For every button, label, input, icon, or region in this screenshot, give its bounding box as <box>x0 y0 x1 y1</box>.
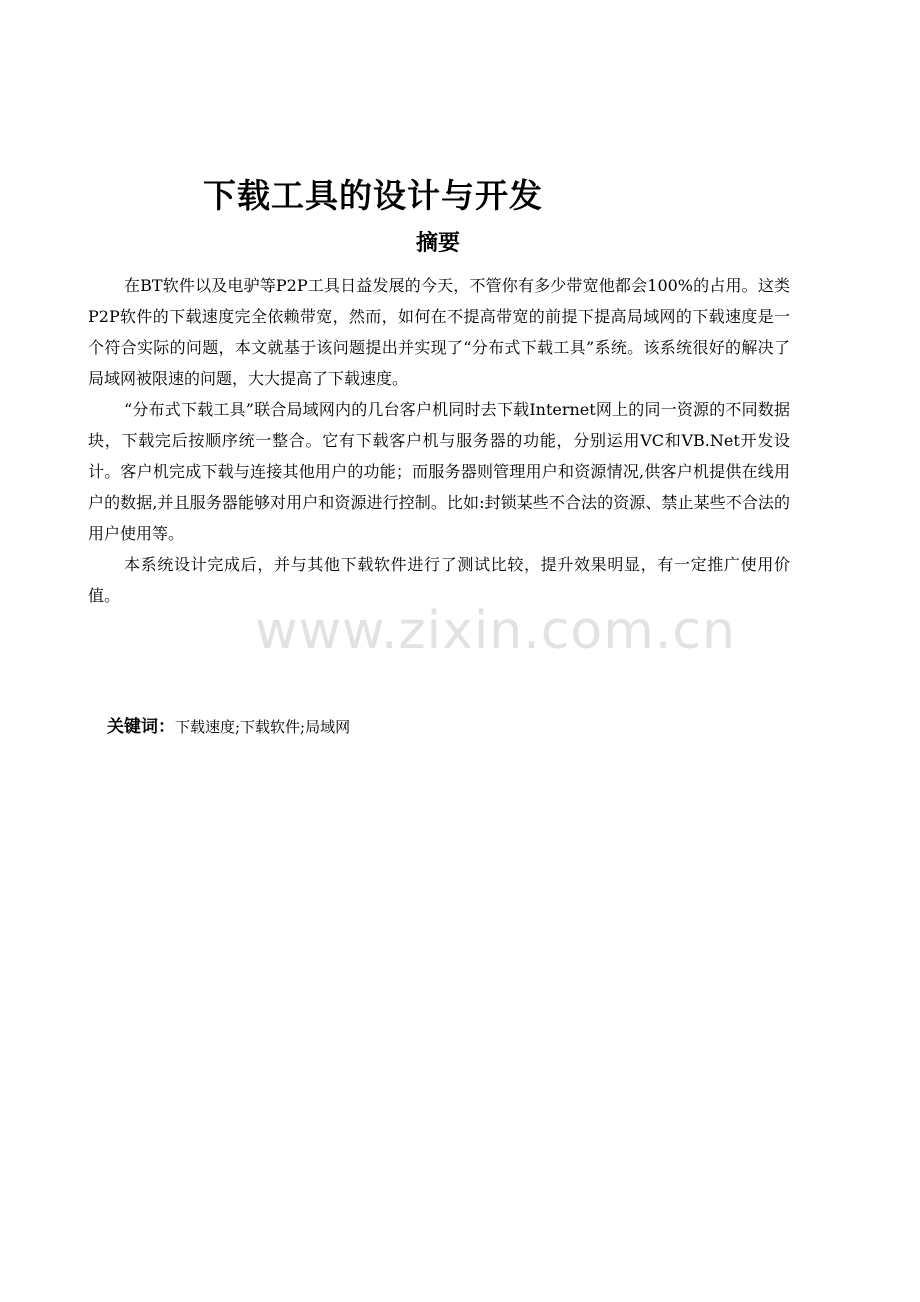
watermark-text: www.zixin.com.cn <box>255 601 736 661</box>
keywords-line <box>107 712 350 742</box>
abstract-paragraph: 在BT软件以及电驴等P2P工具日益发展的今天，不管你有多少带宽他都会100%的占用。这类P2P软件的下载速度完全依赖带宽，然而，如何在不提高带宽的前提下提高局域网的下载速度是一个符合实际的问题，本文就基于该问题提出并实现了“分布式下载工具”系统。该系统很好的解决了局域网被限速的问题，大大提高了下载速度。 <box>88 276 790 388</box>
keywords-label: 关键词： <box>107 717 175 737</box>
keywords-value: 下载速度;下载软件;局域网 <box>175 718 351 736</box>
abstract-paragraph: “分布式下载工具”联合局域网内的几台客户机同时去下载Internet网上的同一资源的不同数据块，下载完后按顺序统一整合。它有下载客户机与服务器的功能，分别运用VC和VB.Net开发设计。客户机完成下载与连接其他用户的功能；而服务器则管理用户和资源情况,供客户机提供在线用户的数据,并且服务器能够对用户和资源进行控制。比如:封锁某些不合法的资源、禁止某些不合法的用户使用等。 <box>88 400 790 543</box>
abstract-paragraph: 本系统设计完成后，并与其他下载软件进行了测试比较，提升效果明显，有一定推广使用价值。 <box>88 555 790 605</box>
abstract-heading: 摘要 <box>415 231 460 256</box>
document-title: 下载工具的设计与开发 <box>203 176 543 215</box>
abstract-body <box>88 270 790 611</box>
